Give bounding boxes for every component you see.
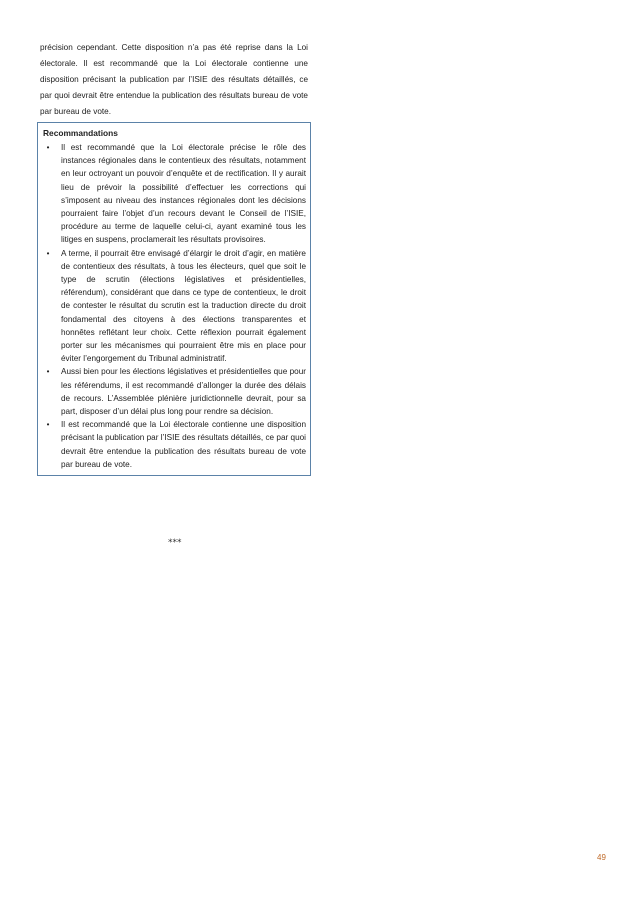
page-number: 49	[597, 853, 606, 862]
recommendations-box	[37, 122, 311, 476]
recommendation-text: Il est recommandé que la Loi électorale contienne une disposition précisant la publication par l’ISIE des résultats détaillés, ce par quoi devrait être entendue la publication des résultats bureau de vote par bureau de vote.	[61, 420, 306, 469]
recommendation-text: Aussi bien pour les élections législatives et présidentielles que pour les référendums, il est recommandé d’allonger la durée des délais de recours. L’Assemblée plénière juridictionnelle devrait, pour sa part, disposer d’un délai plus long pour rendre sa décision.	[61, 367, 306, 417]
recommendation-text: A terme, il pourrait être envisagé d’élargir le droit d’agir, en matière de contentieux des résultats, à tous les électeurs, quel que soit le type de scrutin (élections législatives et présidentielles, référendum), considérant que dans ce type de contentieux, le droit de contester le résultat du scrutin est la traduction directe du droit fondamental des citoyens à des élections transparentes et honnêtes reflétant leur choix. Cette réflexion pourrait également porter sur les mécanismes qui pourraient être mis en place pour éviter l’engorgement du Tribunal administratif.	[61, 248, 306, 364]
recommendation-text: Il est recommandé que la Loi électorale précise le rôle des instances régionales dans le contentieux des résultats, notamment en leur octroyant un pouvoir d’enquête et de rectification. Il y aurait lieu de prévoir la possibilité d’effectuer les corrections qui s’imposent au niveau des instances régionales dont les décisions pourraient faire l’objet d’un recours devant le Conseil de l’ISIE, procédure au terme de laquelle celui-ci, ayant examiné tous les litiges en suspens, proclamerait les résultats provisoires.	[61, 143, 306, 245]
recommendations-title: Recommandations	[43, 128, 118, 138]
recommendation-item	[43, 365, 306, 418]
bullet-icon: •	[46, 367, 50, 377]
section-separator: ***	[168, 538, 182, 548]
bullet-icon: •	[46, 143, 50, 152]
recommendation-item	[43, 141, 306, 247]
intro-paragraph: précision cependant. Cette disposition n’a pas été reprise dans la Loi électorale. Il est recommandé que la Loi électorale contienne une disposition précisant la publication par l’ISIE des résultats détaillés, ce par quoi devrait être entendue la publication des résultats bureau de vote par bureau de vote.	[40, 43, 308, 116]
recommendation-item	[43, 247, 306, 366]
bullet-icon: •	[46, 420, 50, 430]
bullet-icon: •	[46, 248, 50, 258]
recommendations-list	[43, 141, 306, 471]
recommendation-item	[43, 418, 306, 471]
